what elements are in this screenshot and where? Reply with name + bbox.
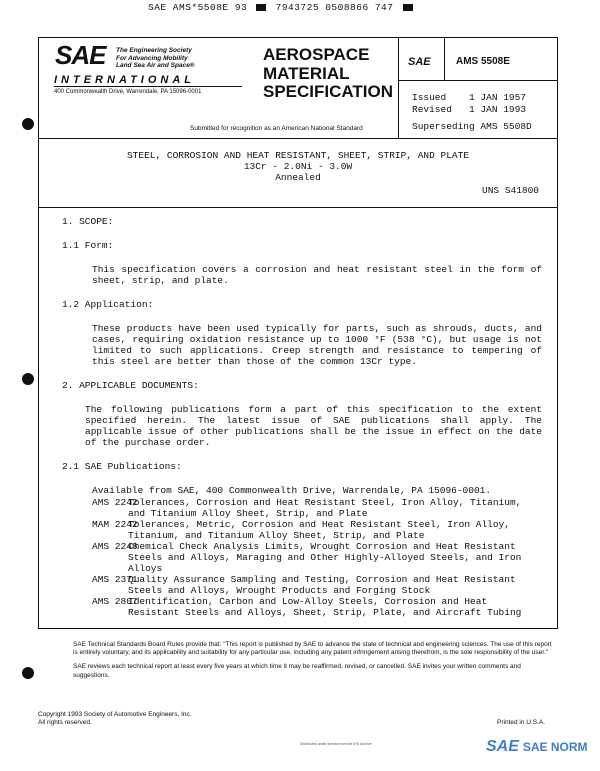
printed-in: Printed in U.S.A. — [497, 719, 546, 726]
section-heading: 1.2 Application: — [62, 299, 154, 310]
board-rules-note: SAE Technical Standards Board Rules provide that: "This report is published by SAE to advance the state of technical and engineering sciences. The use of this report is entirely voluntary, and its applicability and suitability for any particular use, including any patent infringement arising therefrom, is the sole responsibility of the user." — [73, 641, 552, 657]
punch-hole-icon — [22, 118, 34, 130]
watermark: SAE SAE NORM — [486, 738, 588, 755]
list-item: MAM 2242 Tolerances, Metric, Corrosion and Heat Resistant Steel, Iron Alloy, Titanium, and Titanium Alloy Sheet, Strip, and Plate — [92, 519, 510, 541]
list-item: AMS 2248 Chemical Check Analysis Limits, Wrought Corrosion and Heat Resistant Steels and Alloys, Maraging and Other Highly-Alloyed Steels, and Iron Alloys — [92, 541, 522, 574]
sae-logo: SAE — [55, 40, 106, 70]
punch-hole-icon — [22, 373, 34, 385]
doc-code: SAE AMS*5508E 93 — [148, 2, 248, 13]
section-heading: 1.1 Form: — [62, 240, 114, 251]
paragraph: The following publications form a part of this specification to the extent specified herein. The latest issue of SAE publications shall apply. The applicable issue of other publications shall be the issue in effect on the date of the purchase order. — [85, 404, 542, 448]
superseding: Superseding AMS 5508D — [412, 121, 532, 132]
publication-list — [92, 497, 542, 618]
section-heading: 1. SCOPE: — [62, 216, 114, 227]
divider — [38, 207, 558, 208]
document-body — [62, 216, 542, 496]
logo-underline — [54, 86, 242, 87]
license-note: Distributed under license from the IHS Archive — [300, 742, 372, 746]
document-id-line — [148, 2, 416, 13]
legal-notes — [73, 641, 553, 686]
divider — [398, 80, 558, 81]
barcode-block — [403, 4, 413, 11]
logo-international: INTERNATIONAL — [54, 74, 196, 86]
list-item: AMS 2371 Quality Assurance Sampling and Testing, Corrosion and Heat Resistant Steels and Alloys, Wrought Products and Forging Stock — [92, 574, 516, 596]
review-note: SAE reviews each technical report at least every five years at which time it may be reaffirmed, revised, or cancelled. SAE invites your written comments and suggestions. — [73, 663, 521, 679]
copyright: Copyright 1993 Society of Automotive Engineers, Inc. All rights reserved. — [38, 711, 192, 726]
control-number: 7943725 0508866 747 — [275, 2, 394, 13]
divider — [398, 37, 399, 138]
uns-number: UNS S41800 — [482, 185, 540, 196]
divider — [444, 37, 445, 80]
sae-mark: SAE — [408, 56, 431, 68]
list-item: AMS 2807 Identification, Carbon and Low-Alloy Steels, Corrosion and Heat Resistant Steels and Alloys, Sheet, Strip, Plate, and Aircraft Tubing — [92, 596, 522, 618]
paragraph: Available from SAE, 400 Commonwealth Drive, Warrendale, PA 15096-0001. — [92, 485, 492, 496]
document-number: AMS 5508E — [456, 56, 510, 67]
paragraph: These products have been used typically for parts, such as shrouds, ducts, and cases, requiring oxidation resistance up to 1000 °F (538 °C), but usage is not limited to such applications. Creep strength and resistance to tempering of this steel are better than those of the common 13Cr type. — [92, 323, 542, 367]
section-heading: 2. APPLICABLE DOCUMENTS: — [62, 380, 199, 391]
paragraph: This specification covers a corrosion and heat resistant steel in the form of sheet, strip, and plate. — [92, 264, 542, 286]
spec-type-title: AEROSPACE MATERIAL SPECIFICATION — [263, 45, 394, 101]
material-title: STEEL, CORROSION AND HEAT RESISTANT, SHEET, STRIP, AND PLATE 13Cr - 2.0Ni - 3.0W Annealed — [126, 150, 470, 183]
submitted-note: Submitted for recognition as an American National Standard — [190, 125, 363, 132]
punch-hole-icon — [22, 667, 34, 679]
logo-tagline: The Engineering Society For Advancing Mobility Land Sea Air and Space® — [116, 47, 195, 69]
barcode-block — [256, 4, 266, 11]
issue-dates: Issued 1 JAN 1957 Revised 1 JAN 1993 — [412, 92, 527, 115]
list-item: AMS 2242 Tolerances, Corrosion and Heat Resistant Steel, Iron Alloy, Titanium, and Titanium Alloy Sheet, Strip, and Plate — [92, 497, 522, 519]
divider — [38, 138, 558, 139]
section-heading: 2.1 SAE Publications: — [62, 461, 182, 472]
logo-address: 400 Commonwealth Drive, Warrendale, PA 15096-0001 — [54, 89, 202, 95]
